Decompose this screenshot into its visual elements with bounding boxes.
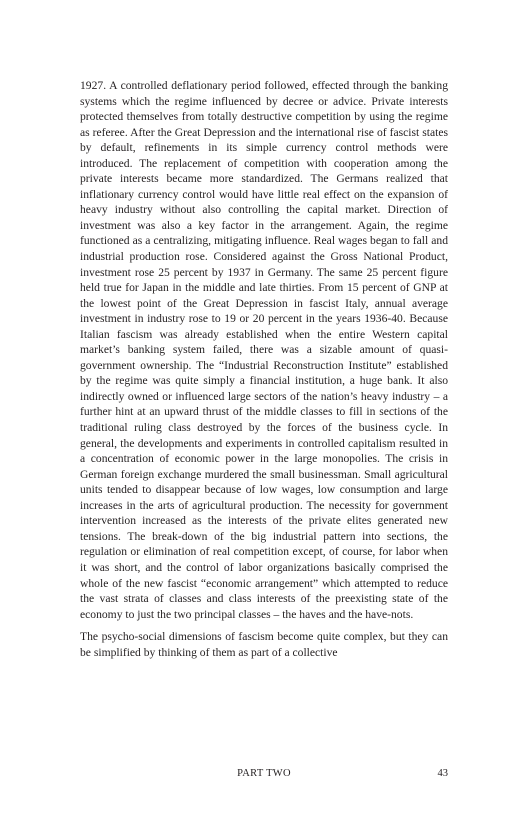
paragraph-economic-arrangement: 1927. A controlled deflationary period followed, effected through the banking systems which the regime influenced by decree or advice. Private interests protected themselves from totally destructive competition by using the regime as referee. After the Great Depression and the international rise of fascist states by default, refinements in its simple currency control methods were introduced. The replacement of competition with cooperation among the private interests became more standardized. The Germans realized that inflationary currency control would have little real effect on the expansion of heavy industry without also controlling the capital market. Direction of investment was also a key factor in the arrangement. Again, the regime functioned as a centralizing, mitigating influence. Real wages began to fall and industrial production rose. Considered against the Gross National Product, investment rose 25 percent by 1937 in Germany. The same 25 percent figure held true for Japan in the middle and late thirties. From 15 percent of GNP at the lowest point of the Great Depression in fascist Italy, annual average investment in industry rose to 19 or 20 percent in the years 1936-40. Because Italian fascism was already established when the entire Western capital market’s banking system failed, there was a sizable amount of quasi-government ownership. The “Industrial Reconstruction Institute” established by the regime was quite simply a financial institution, a huge bank. It also indirectly owned or influenced large sectors of the nation’s heavy industry – a further hint at an upward thrust of the middle classes to fill in sections of the traditional ruling class destroyed by the forces of the business cycle. In general, the developments and experiments in controlled capitalism resulted in a concentration of economic power in the large monopolies. The crisis in German foreign exchange murdered the small businessman. Small agricultural units tended to disappear because of low wages, low consumption and large increases in the arts of agricultural production. The necessity for government intervention increased as the interests of the private elites generated new tensions. The break-down of the big industrial pattern into sections, the regulation or elimination of real competition except, of course, for labor when it was short, and the control of labor organizations basically comprised the whole of the new fascist “economic arrangement” which attempted to reduce the vast strata of classes and class interests of the preexisting state of the economy to just the two principal classes – the haves and the have-nots. [80, 79, 448, 621]
running-head: PART TWO [237, 768, 291, 779]
paragraph-psycho-social: The psycho-social dimensions of fascism become quite complex, but they can be simplified by thinking of them as part of a collective [80, 630, 448, 659]
body-text [80, 78, 448, 660]
page-number: 43 [437, 768, 448, 779]
page-footer [80, 767, 448, 781]
